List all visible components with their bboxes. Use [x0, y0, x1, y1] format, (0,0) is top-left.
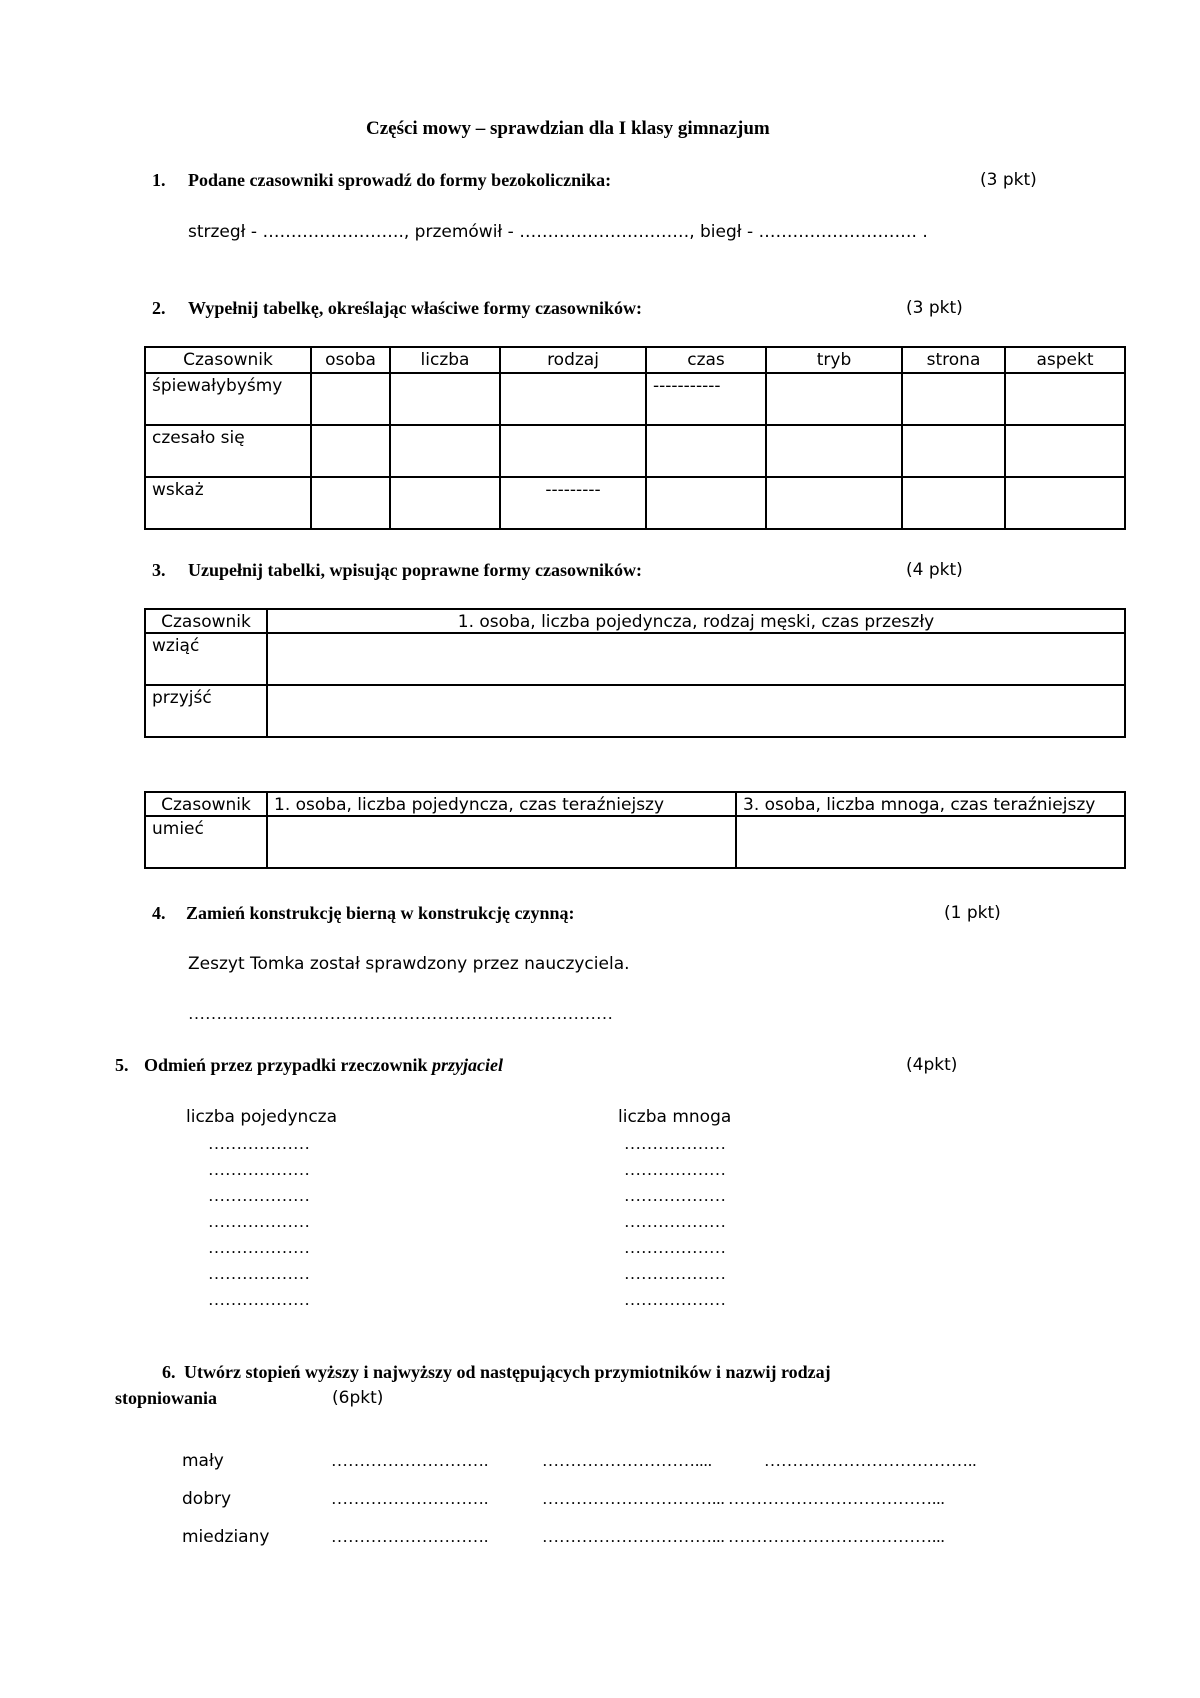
verb-cell: czesało się — [145, 425, 311, 477]
answer-cell[interactable] — [766, 373, 902, 425]
table-header-row — [145, 609, 1125, 633]
question-2-text: Wypełnij tabelkę, określając właściwe formy czasowników: — [188, 298, 642, 318]
verb-cell: umieć — [145, 816, 267, 868]
singular-label: liczba pojedyncza — [186, 1107, 338, 1127]
question-4-number: 4. — [152, 903, 166, 923]
adjective-label: dobry — [182, 1489, 232, 1509]
answer-cell[interactable] — [311, 425, 390, 477]
plural-label: liczba mnoga — [618, 1107, 732, 1127]
answer-cell[interactable] — [766, 477, 902, 529]
answer-cell[interactable] — [267, 816, 736, 868]
answer-cell[interactable] — [390, 425, 500, 477]
question-4-answer-line[interactable]: ………………………………………………………………… — [188, 1004, 613, 1023]
degree-type-blank[interactable]: ………………………………... — [728, 1489, 945, 1508]
verb-cell: przyjść — [145, 685, 267, 737]
plural-blank[interactable]: ……………… — [624, 1264, 726, 1283]
question-4-sentence: Zeszyt Tomka został sprawdzony przez nauczyciela. — [188, 954, 630, 974]
adjective-label: miedziany — [182, 1527, 270, 1547]
plural-blank[interactable]: ……………… — [624, 1186, 726, 1205]
answer-cell[interactable] — [500, 425, 646, 477]
answer-cell[interactable] — [390, 373, 500, 425]
verb-forms-table — [144, 346, 1126, 530]
singular-blank[interactable]: ……………… — [208, 1290, 310, 1309]
question-6-text-continued: stopniowania — [115, 1388, 218, 1408]
question-5-points: (4pkt) — [906, 1055, 958, 1075]
table-row — [145, 685, 1125, 737]
header-cell: Czasownik — [145, 347, 311, 373]
comparative-blank[interactable]: ………………………. — [331, 1451, 489, 1470]
answer-cell[interactable] — [1005, 373, 1125, 425]
question-2-points: (3 pkt) — [906, 298, 963, 318]
header-cell: 3. osoba, liczba mnoga, czas teraźniejszy — [736, 792, 1125, 816]
singular-blank[interactable]: ……………… — [208, 1134, 310, 1153]
degree-type-blank[interactable]: ……………………………….. — [764, 1451, 977, 1470]
plural-blank[interactable]: ……………… — [624, 1134, 726, 1153]
answer-cell[interactable] — [1005, 477, 1125, 529]
question-4-text: Zamień konstrukcję bierną w konstrukcję czynną: — [186, 903, 575, 923]
question-5-word: przyjaciel — [431, 1055, 503, 1075]
past-tense-table — [144, 608, 1126, 738]
singular-blank[interactable]: ……………… — [208, 1238, 310, 1257]
table-row — [145, 425, 1125, 477]
question-3-number: 3. — [152, 560, 166, 580]
header-cell: Czasownik — [145, 609, 267, 633]
question-1-points: (3 pkt) — [980, 170, 1037, 190]
singular-blank[interactable]: ……………… — [208, 1160, 310, 1179]
header-cell: czas — [646, 347, 766, 373]
plural-blank[interactable]: ……………… — [624, 1212, 726, 1231]
table-row — [145, 816, 1125, 868]
answer-cell[interactable] — [1005, 425, 1125, 477]
question-6-text: Utwórz stopień wyższy i najwyższy od następujących przymiotników i nazwij rodzaj — [184, 1362, 831, 1382]
verb-cell: wskaż — [145, 477, 311, 529]
verb-cell: wziąć — [145, 633, 267, 685]
answer-cell[interactable] — [500, 373, 646, 425]
comparative-blank[interactable]: ………………………. — [331, 1489, 489, 1508]
header-cell: liczba — [390, 347, 500, 373]
blocked-cell: --------- — [500, 477, 646, 529]
answer-cell[interactable] — [646, 477, 766, 529]
answer-cell[interactable] — [267, 685, 1125, 737]
answer-cell[interactable] — [311, 477, 390, 529]
question-5-label: Odmień przez przypadki rzeczownik — [144, 1055, 432, 1075]
question-4-points: (1 pkt) — [944, 903, 1001, 923]
superlative-blank[interactable]: …………………………... — [542, 1489, 725, 1508]
header-cell: osoba — [311, 347, 390, 373]
header-cell: strona — [902, 347, 1005, 373]
question-1-answer-line[interactable]: strzegł - ……………………., przemówił - …………………………, biegł - ………………………. . — [188, 222, 928, 242]
answer-cell[interactable] — [902, 477, 1005, 529]
answer-cell[interactable] — [646, 425, 766, 477]
header-cell: rodzaj — [500, 347, 646, 373]
answer-cell[interactable] — [902, 425, 1005, 477]
answer-cell[interactable] — [902, 373, 1005, 425]
header-cell: tryb — [766, 347, 902, 373]
question-2-number: 2. — [152, 298, 166, 318]
question-3-points: (4 pkt) — [906, 560, 963, 580]
header-cell: Czasownik — [145, 792, 267, 816]
page-title: Części mowy – sprawdzian dla I klasy gimnazjum — [366, 118, 770, 139]
comparative-blank[interactable]: ………………………. — [331, 1527, 489, 1546]
answer-cell[interactable] — [766, 425, 902, 477]
question-3-text: Uzupełnij tabelki, wpisując poprawne formy czasowników: — [188, 560, 643, 580]
table-row — [145, 477, 1125, 529]
header-cell: aspekt — [1005, 347, 1125, 373]
answer-cell[interactable] — [267, 633, 1125, 685]
plural-blank[interactable]: ……………… — [624, 1290, 726, 1309]
table-header-row — [145, 347, 1125, 373]
table-row — [145, 633, 1125, 685]
blocked-cell: ----------- — [646, 373, 766, 425]
verb-cell: śpiewałybyśmy — [145, 373, 311, 425]
header-cell: 1. osoba, liczba pojedyncza, czas teraźniejszy — [267, 792, 736, 816]
answer-cell[interactable] — [736, 816, 1125, 868]
superlative-blank[interactable]: ……………………….... — [542, 1451, 712, 1470]
singular-blank[interactable]: ……………… — [208, 1186, 310, 1205]
present-tense-table — [144, 791, 1126, 869]
answer-cell[interactable] — [390, 477, 500, 529]
singular-blank[interactable]: ……………… — [208, 1212, 310, 1231]
question-1-number: 1. — [152, 170, 166, 190]
adjective-label: mały — [182, 1451, 224, 1471]
plural-blank[interactable]: ……………… — [624, 1160, 726, 1179]
header-cell: 1. osoba, liczba pojedyncza, rodzaj męski, czas przeszły — [267, 609, 1125, 633]
answer-cell[interactable] — [311, 373, 390, 425]
plural-blank[interactable]: ……………… — [624, 1238, 726, 1257]
question-6-points: (6pkt) — [332, 1388, 384, 1408]
degree-type-blank[interactable]: ………………………………... — [728, 1527, 945, 1546]
table-header-row — [145, 792, 1125, 816]
superlative-blank[interactable]: …………………………... — [542, 1527, 725, 1546]
question-5-text — [144, 1055, 503, 1076]
table-row — [145, 373, 1125, 425]
question-6-number: 6. — [162, 1362, 176, 1382]
question-5-number: 5. — [115, 1055, 129, 1075]
singular-blank[interactable]: ……………… — [208, 1264, 310, 1283]
question-1-text: Podane czasowniki sprowadź do formy bezokolicznika: — [188, 170, 612, 190]
